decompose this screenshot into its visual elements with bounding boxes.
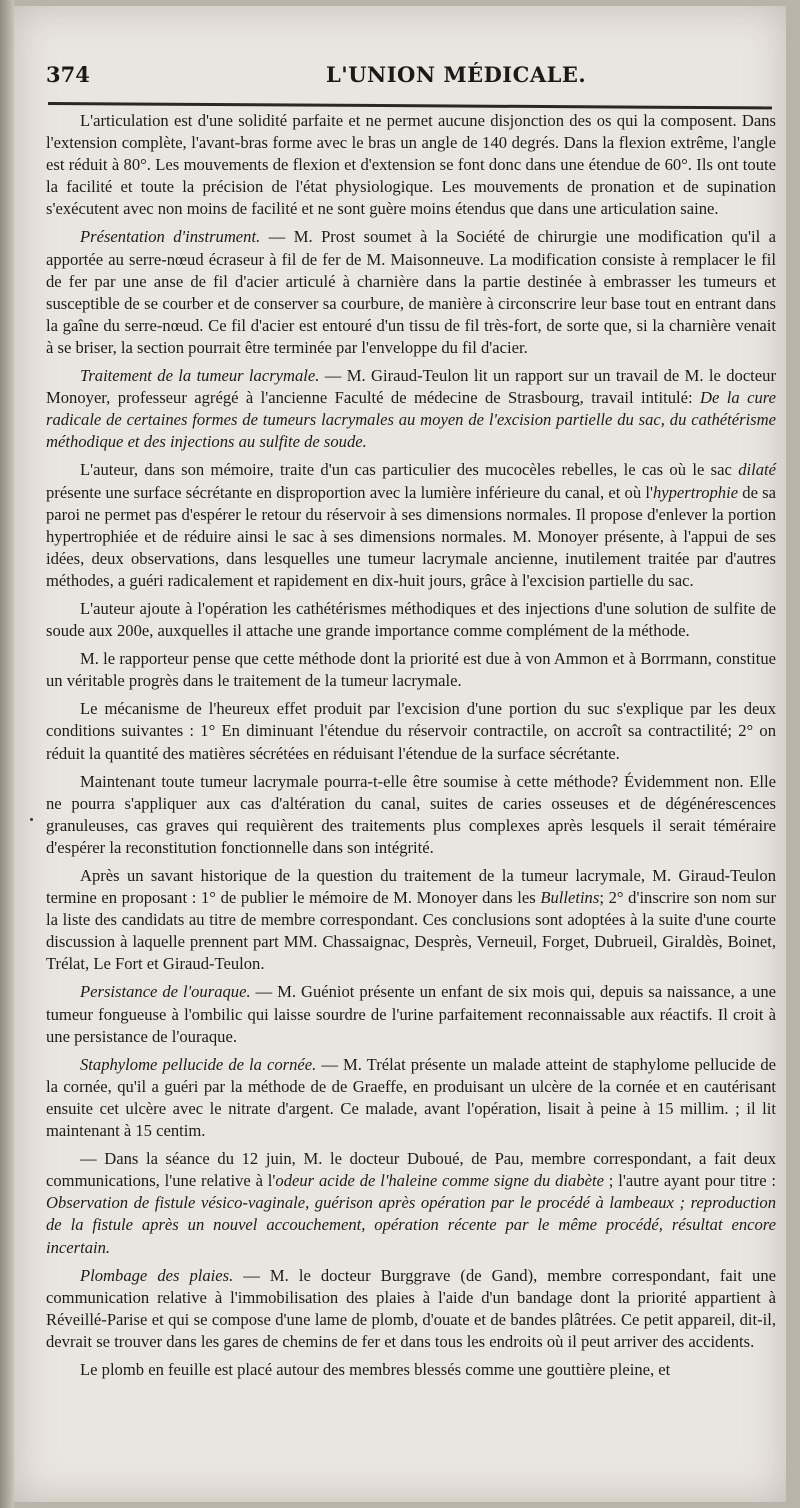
italic-run: Bulletins: [540, 888, 600, 908]
italic-run: Staphylome pellucide de la cornée.: [80, 1054, 317, 1074]
page-number: 374: [46, 62, 90, 87]
text-run: L'auteur, dans son mémoire, traite d'un cas particulier des mucocèles rebelles, le cas où le sac: [80, 460, 739, 480]
paragraph: [46, 226, 776, 359]
paragraph: [46, 1265, 776, 1353]
scan-left-edge: [0, 0, 14, 1508]
text-run: Le mécanisme de l'heureux effet produit par l'excision d'une portion du suc s'explique par les deux conditions suivantes : 1° En diminuant l'étendue du réservoir contractile, on accroît sa contractilité; 2° on réduit la quantité des matières sécrétées en réduisant l'étendue de la surface sécrétante.: [46, 699, 776, 763]
italic-run: Plombage des plaies.: [80, 1265, 234, 1285]
italic-run: Présentation d'instrument.: [80, 227, 261, 247]
text-run: — M. le docteur Burggrave (de Gand), membre correspondant, fait une communication relative à l'immobilisation des plaies à l'aide d'un bandage dont la priorité appartient à Réveillé-Parise et qui se compose d'une lame de plomb, d'ouate et de bandes plâtrées. Ce petit appareil, dit-il, devrait se trouver dans les gares de chemins de fer et dans tous les endroits où il peut arriver des accidents.: [46, 1265, 776, 1351]
italic-run: Traitement de la tumeur lacrymale.: [80, 366, 320, 386]
italic-run: hypertrophie: [652, 482, 739, 502]
text-run: de sa paroi ne permet pas d'espérer le retour du réservoir à ses dimensions normales. Il propose d'enlever la portion hypertrophiée et de réduire ainsi le sac à ses dimensions normales. M. Monoyer présente, à l'appui de ses idées, deux observations, dans lesquelles une tumeur lacrymale ancienne, inutilement traitée par d'autres méthodes, a guéri radicalement et rapidement en dix-huit jours, grâce à l'excision partielle du sac.: [46, 482, 776, 590]
paragraph: [46, 648, 776, 692]
paragraph: [46, 698, 776, 764]
text-run: Maintenant toute tumeur lacrymale pourra-t-elle être soumise à cette méthode? Évidemment non. Elle ne pourra s'appliquer aux cas d'altération du canal, suites de caries osseuses et de dégénérescences granuleuses, cas graves qui requièrent des traitements plus complexes après lesquels il serait téméraire d'espérer la reconstitution fonctionnelle dans son intégrité.: [46, 771, 776, 857]
text-run: — Dans la séance du 12 juin, M. le docteur Duboué, de Pau, membre correspondant, a fait deux communications, l'une relative à l': [46, 1149, 776, 1191]
text-run: présente une surface sécrétante en disproportion avec la lumière inférieure du canal, et où l': [46, 482, 653, 502]
paragraph: [46, 598, 776, 642]
text-run: ; l'autre ayant pour titre :: [603, 1171, 777, 1191]
paragraph: [46, 110, 776, 220]
text-run: — M. Giraud-Teulon lit un rapport sur un travail de M. le docteur Monoyer, professeur agrégé à l'ancienne Faculté de médecine de Strasbourg, travail intitulé:: [46, 366, 776, 408]
text-run: — M. Guéniot présente un enfant de six mois qui, depuis sa naissance, a une tumeur fongueuse à l'ombilic qui laisse sourdre de l'urine parfaitement reconnaissable aux réactifs. Il croit à une persistance de l'ouraque.: [46, 982, 777, 1046]
text-run: — M. Trélat présente un malade atteint de staphylome pellucide de la cornée, qu'il a guéri par la méthode de de Graeffe, en produisant un ulcère de la cornée et en cautérisant ensuite cet ulcère avec le nitrate d'argent. Ce malade, avant l'opération, lisait à peine à 15 millim. ; il lit maintenant à 15 centim.: [46, 1054, 776, 1141]
text-run: L'auteur ajoute à l'opération les cathétérismes méthodiques et des injections d'une solution de sulfite de soude aux 200e, auxquelles il attache une grande importance comme complément de la méthode.: [46, 598, 776, 641]
italic-run: dilaté: [738, 460, 776, 480]
margin-speck: [30, 818, 33, 821]
italic-run: De la cure radicale de certaines formes de tumeurs lacrymales au moyen de l'excision partielle du sac, du cathétérisme méthodique et des injections au sulfite de soude.: [46, 388, 777, 452]
paragraph: [46, 1148, 776, 1258]
paragraph: [46, 1054, 776, 1142]
paragraph: [46, 771, 776, 859]
text-run: Le plomb en feuille est placé autour des membres blessés comme une gouttière pleine, et: [80, 1359, 671, 1379]
text-run: L'articulation est d'une solidité parfaite et ne permet aucune disjonction des os qui la composent. Dans l'extension complète, l'avant-bras forme avec le bras un angle de 140 degrés. Dans la flexion extrême, l'angle est réduit à 80°. Les mouvements de flexion et d'extension se font donc dans une étendue de 60°. Ils ont toute la facilité et toute la précision de l'état physiologique. Les mouvements de pronation et de supination s'exécutent avec non moins de facilité et ne sont guère moins étendus que dans une articulation saine.: [46, 111, 776, 219]
paragraph: [46, 459, 776, 592]
running-head: L'UNION MÉDICALE.: [326, 62, 587, 87]
italic-run: Observation de fistule vésico-vaginale, guérison après opération par le procédé à lambeaux ; reproduction de la fistule après un nouvel accouchement, opération récente par le même procédé, résultat encore incertain.: [46, 1193, 776, 1257]
paragraph: [46, 365, 776, 453]
paragraph: [46, 1359, 776, 1381]
italic-run: Persistance de l'ouraque.: [80, 982, 251, 1002]
text-run: Après un savant historique de la question du traitement de la tumeur lacrymale, M. Giraud-Teulon termine en proposant : 1° de publier le mémoire de M. Monoyer dans les: [46, 866, 776, 908]
text-run: M. le rapporteur pense que cette méthode dont la priorité est due à von Ammon et à Borrmann, constitue un véritable progrès dans le traitement de la tumeur lacrymale.: [46, 649, 776, 691]
paragraph: [46, 981, 776, 1047]
italic-run: odeur acide de l'haleine comme signe du diabète: [275, 1171, 604, 1191]
paragraph: [46, 865, 776, 975]
text-run: ; 2° d'inscrire son nom sur la liste des candidats au titre de membre correspondant. Ces conclusions sont adoptées à la suite d'une courte discussion à laquelle prennent part MM. Chassaignac, Desprès, Verneuil, Forget, Dubrueil, Giraldès, Boinet, Trélat, Le Fort et Giraud-Teulon.: [46, 888, 776, 974]
page-header: [46, 62, 766, 92]
article-body: [46, 110, 776, 1387]
text-run: — M. Prost soumet à la Société de chirurgie une modification qu'il a apportée au serre-nœud écraseur à fil de fer de M. Maisonneuve. La modification consiste à remplacer le fil de fer par une anse de fil d'acier articulé à charnière dans la partie destinée à embrasser les tumeurs et susceptible de se courber et de conserver sa courbure, de manière à circonscrire leur base tout en entrant dans la gaîne du serre-nœud. Ce fil d'acier est entouré d'un tissu de fil très-fort, de sorte que, si la charnière venait à se briser, la section pourrait être terminée par l'enveloppe du fil d'acier.: [46, 227, 776, 357]
